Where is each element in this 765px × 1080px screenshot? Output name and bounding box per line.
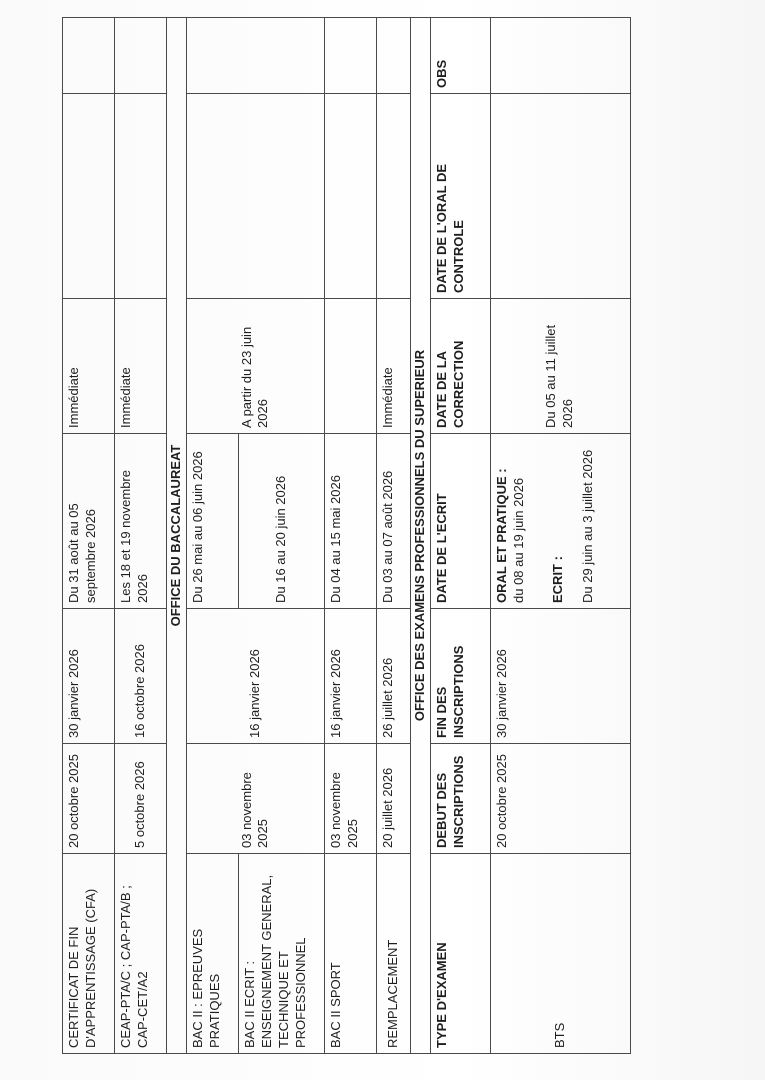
cell-fin: 30 janvier 2026 [490,609,630,744]
cell-ecrit: Les 18 et 19 novembre 2026 [115,434,167,609]
cell-ecrit: Du 26 mai au 06 juin 2026 [186,434,238,609]
header-fin: FIN DES INSCRIPTIONS [430,609,490,744]
header-oral: DATE DE L'ORAL DE CONTROLE [430,94,490,299]
header-ecrit: DATE DE L'ECRIT [430,434,490,609]
cell-obs [63,18,115,94]
header-row [430,18,490,1054]
cell-obs [324,18,376,94]
header-correction: DATE DE LA CORRECTION [430,299,490,434]
cell-obs [186,18,324,94]
cell-correction: Immédiate [63,299,115,434]
section-row [167,18,187,1054]
cell-debut: 20 octobre 2025 [63,744,115,854]
cell-oral [186,94,324,299]
cell-debut: 03 novembre 2025 [186,744,324,854]
section-title-bac: OFFICE DU BACCALAUREAT [167,18,187,1054]
cell-fin: 26 juillet 2026 [376,609,410,744]
cell-correction: Immédiate [115,299,167,434]
cell-type: BTS [490,854,630,1054]
table-row [324,18,376,1054]
table-row [63,18,115,1054]
cell-correction [324,299,376,434]
cell-debut: 20 juillet 2026 [376,744,410,854]
table-row [376,18,410,1054]
section-row [410,18,430,1054]
cell-fin: 16 janvier 2026 [186,609,324,744]
ecrit-dates: Du 29 juin au 3 juillet 2026 [580,449,596,603]
table-row [490,18,630,1054]
cell-type: REMPLACEMENT [376,854,410,1054]
cell-ecrit: Du 04 au 15 mai 2026 [324,434,376,609]
cell-fin: 30 janvier 2026 [63,609,115,744]
cell-oral [115,94,167,299]
cell-fin: 16 janvier 2026 [324,609,376,744]
cell-correction: Immédiate [376,299,410,434]
header-type: TYPE D'EXAMEN [430,854,490,1054]
oral-pratique-dates: du 08 au 19 juin 2026 [510,477,526,603]
cell-type: BAC II : EPREUVES PRATIQUES [186,854,238,1054]
cell-ecrit [490,434,630,609]
cell-oral [376,94,410,299]
cell-debut: 5 octobre 2026 [115,744,167,854]
cell-correction: Du 05 au 11 juillet 2026 [490,299,630,434]
header-obs: OBS [430,18,490,94]
section-title-sup: OFFICE DES EXAMENS PROFESSIONNELS DU SUPERIEUR [410,18,430,1054]
cell-ecrit: Du 16 au 20 juin 2026 [238,434,324,609]
oral-pratique-label: ORAL ET PRATIQUE : [493,468,509,603]
cell-oral [63,94,115,299]
cell-obs [115,18,167,94]
cell-obs [376,18,410,94]
cell-debut: 20 octobre 2025 [490,744,630,854]
cell-ecrit: Du 31 août au 05 septembre 2026 [63,434,115,609]
cell-type: BAC II ECRIT : ENSEIGNEMENT GENERAL, TECHNIQUE ET PROFESSIONNEL [238,854,324,1054]
table-row [115,18,167,1054]
header-debut: DEBUT DES INSCRIPTIONS [430,744,490,854]
cell-type: CEAP-PTA/C ; CAP-PTA/B ; CAP-CET/A2 [115,854,167,1054]
ecrit-label: ECRIT : [549,556,565,603]
cell-debut: 03 novembre 2025 [324,744,376,854]
cell-fin: 16 octobre 2026 [115,609,167,744]
cell-oral [324,94,376,299]
cell-type: CERTIFICAT DE FIN D'APPRENTISSAGE (CFA) [63,854,115,1054]
cell-obs [490,18,630,94]
cell-correction: A partir du 23 juin 2026 [186,299,324,434]
cell-type: BAC II SPORT [324,854,376,1054]
exam-schedule-table [62,17,631,1054]
table-row [186,18,238,1054]
cell-oral [490,94,630,299]
rotated-schedule-table [62,18,688,1054]
cell-ecrit: Du 03 au 07 août 2026 [376,434,410,609]
